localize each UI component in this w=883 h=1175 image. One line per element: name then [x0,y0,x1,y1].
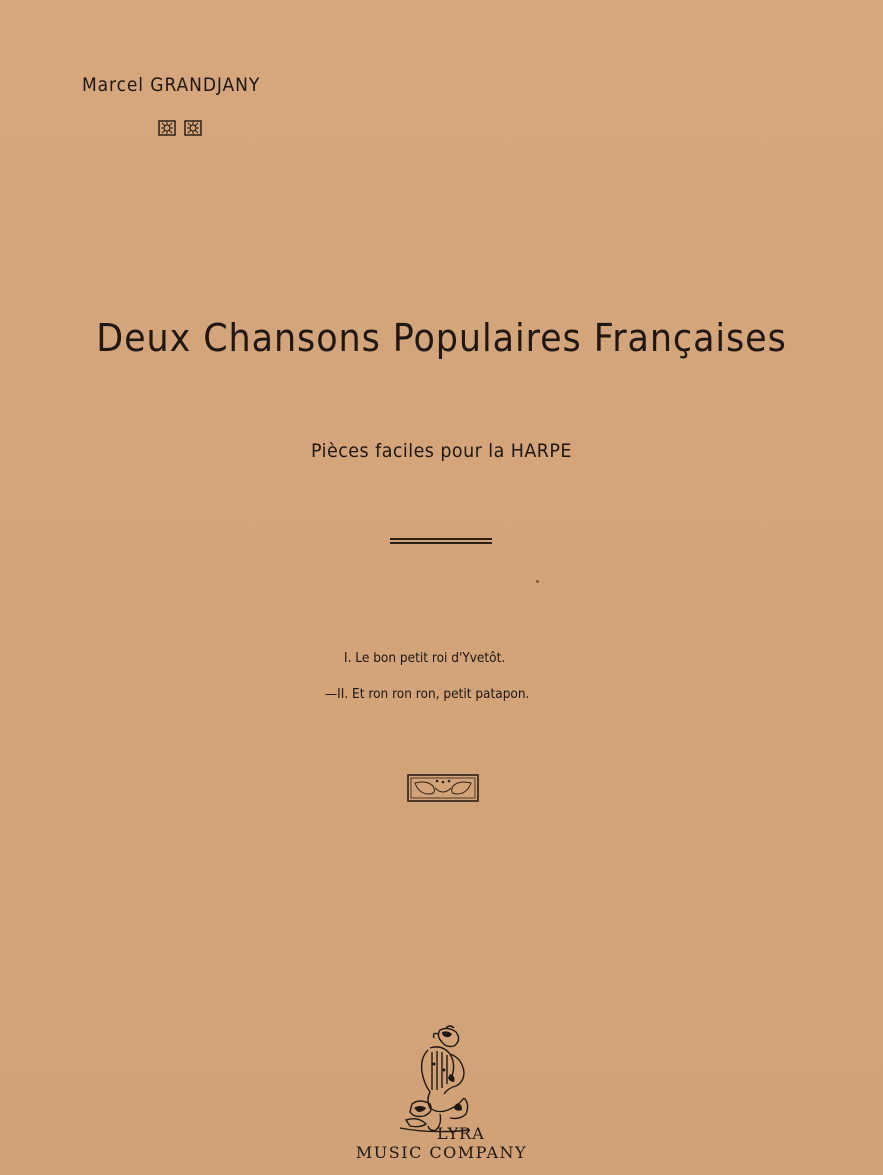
paper-speck [536,580,539,583]
page-title: Deux Chansons Populaires Françaises [96,316,787,360]
publisher-name: LYRA [437,1124,485,1143]
publisher-company: MUSIC COMPANY [355,1143,528,1162]
composer-name: Marcel GRANDJANY [82,74,261,96]
flower-ornament-icon [184,120,202,136]
double-rule-divider [390,538,492,544]
page-subtitle: Pièces faciles pour la HARPE [311,440,572,462]
cartouche-ornament-icon [407,774,479,806]
harp-player-logo-icon [390,1024,490,1140]
contents-item: —II. Et ron ron ron, petit patapon. [325,686,530,702]
composer-ornaments [158,120,202,136]
contents-item: I. Le bon petit roi d'Yvetôt. [344,650,506,666]
flower-ornament-icon [158,120,176,136]
